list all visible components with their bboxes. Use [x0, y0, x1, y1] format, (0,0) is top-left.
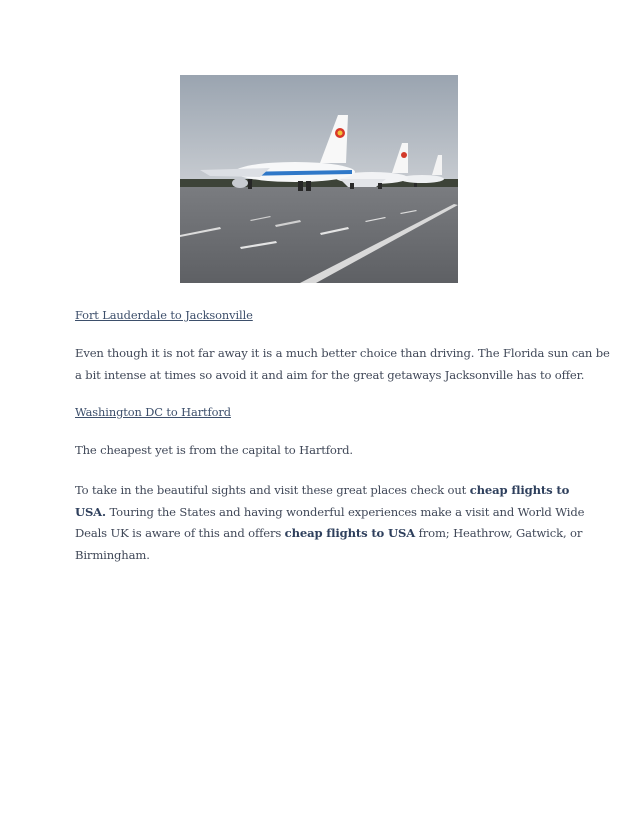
paragraph-fort-lauderdale: [75, 343, 610, 386]
paragraph-line: The cheapest yet is from the capital to Hartford.: [75, 443, 353, 457]
paragraph-line: [75, 523, 583, 545]
text-run: Touring the States and having wonderful experiences make a visit and World Wide: [105, 504, 585, 519]
heading-fort-lauderdale-to-jacksonville[interactable]: Fort Lauderdale to Jacksonville: [75, 308, 253, 322]
paragraph-cheap-flights: [75, 480, 585, 566]
paragraph-line: Even though it is not far away it is a much better choice than driving. The Florida sun can be: [75, 346, 610, 360]
heading-washington-dc-to-hartford[interactable]: Washington DC to Hartford: [75, 405, 231, 419]
paragraph-line: [75, 502, 585, 524]
paragraph-cheapest: [75, 440, 575, 462]
text-run: Deals UK is aware of this and offers: [75, 526, 285, 540]
cheap-flights-link[interactable]: cheap flights to: [469, 483, 570, 497]
text-run: To take in the beautiful sights and visit these great places check out: [75, 483, 470, 497]
airplanes-on-runway-photo: [180, 75, 458, 283]
paragraph-line: Birmingham.: [75, 547, 150, 562]
text-run: from; Heathrow, Gatwick, or: [415, 526, 583, 540]
cheap-flights-link[interactable]: USA.: [75, 504, 106, 519]
paragraph-line: [75, 480, 575, 502]
cheap-flights-to-usa-link[interactable]: cheap flights to USA: [284, 526, 416, 540]
paragraph-line: a bit intense at times so avoid it and aim for the great getaways Jacksonville has to offer.: [75, 367, 585, 382]
